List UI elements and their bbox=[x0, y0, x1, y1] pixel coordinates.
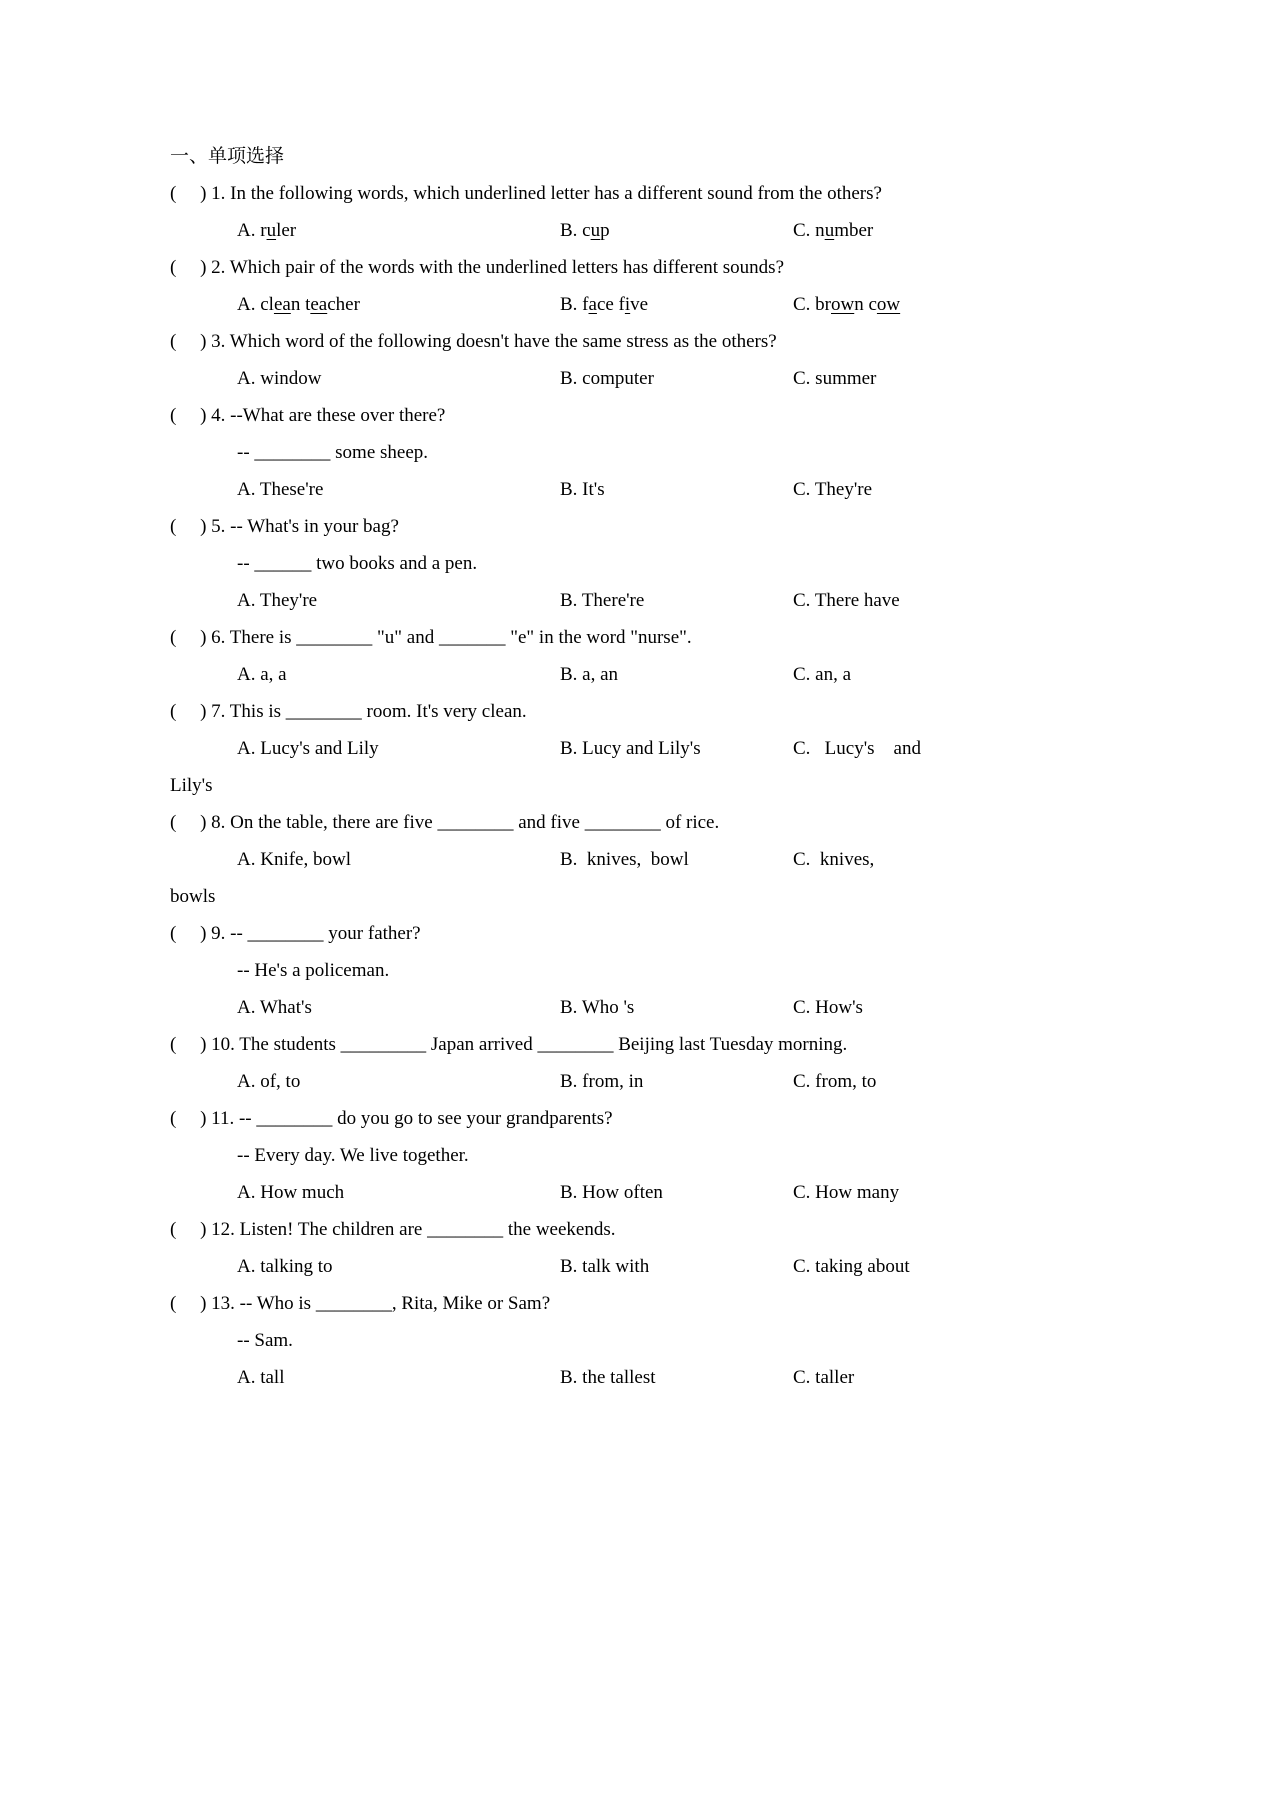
question-7-option-a: A. Lucy's and Lily bbox=[237, 738, 379, 759]
question-4-stem: ( ) 4. --What are these over there? bbox=[170, 405, 446, 426]
question-8-options bbox=[170, 841, 1130, 878]
question-12-stem: ( ) 12. Listen! The children are ________ the weekends. bbox=[170, 1219, 616, 1240]
question-8-stem: ( ) 8. On the table, there are five ________ and five ________ of rice. bbox=[170, 812, 720, 833]
question-1-option-c: C. number bbox=[793, 220, 874, 241]
question-11-options bbox=[170, 1174, 1130, 1211]
question-5-reply: -- ______ two books and a pen. bbox=[237, 553, 478, 574]
question-7-options bbox=[170, 730, 1130, 767]
question-12 bbox=[170, 1211, 1130, 1285]
question-1-options bbox=[170, 212, 1130, 249]
question-10 bbox=[170, 1026, 1130, 1100]
question-13-reply: -- Sam. bbox=[237, 1330, 293, 1351]
question-2-option-c: C. brown cow bbox=[793, 294, 901, 315]
question-5-option-c: C. There have bbox=[793, 590, 900, 611]
question-9-option-c: C. How's bbox=[793, 997, 863, 1018]
question-10-option-a: A. of, to bbox=[237, 1071, 301, 1092]
question-10-options bbox=[170, 1063, 1130, 1100]
question-11-reply: -- Every day. We live together. bbox=[237, 1145, 469, 1166]
question-4-option-a: A. These're bbox=[237, 479, 324, 500]
question-6-stem: ( ) 6. There is ________ "u" and _______ "e" in the word "nurse". bbox=[170, 627, 692, 648]
question-7-stem: ( ) 7. This is ________ room. It's very clean. bbox=[170, 701, 527, 722]
question-7-wrap: Lily's bbox=[170, 775, 213, 796]
question-13-options bbox=[170, 1359, 1130, 1396]
question-5-option-a: A. They're bbox=[237, 590, 318, 611]
question-4-option-c: C. They're bbox=[793, 479, 873, 500]
question-1 bbox=[170, 175, 1130, 249]
question-3-stem: ( ) 3. Which word of the following doesn't have the same stress as the others? bbox=[170, 331, 777, 352]
question-12-option-c: C. taking about bbox=[793, 1256, 910, 1277]
question-9-reply: -- He's a policeman. bbox=[237, 960, 390, 981]
question-7 bbox=[170, 693, 1130, 804]
question-10-option-c: C. from, to bbox=[793, 1071, 877, 1092]
question-7-option-c: C. Lucy's and bbox=[793, 738, 921, 759]
question-4-reply: -- ________ some sheep. bbox=[237, 442, 429, 463]
question-2-option-a: A. clean teacher bbox=[237, 294, 360, 315]
question-5-stem: ( ) 5. -- What's in your bag? bbox=[170, 516, 399, 537]
question-11-option-a: A. How much bbox=[237, 1182, 345, 1203]
question-3-option-b: B. computer bbox=[560, 368, 654, 389]
question-3 bbox=[170, 323, 1130, 397]
question-12-options bbox=[170, 1248, 1130, 1285]
question-7-option-b: B. Lucy and Lily's bbox=[560, 738, 701, 759]
question-2-option-b: B. face five bbox=[560, 294, 649, 315]
question-1-option-b: B. cup bbox=[560, 220, 610, 241]
question-6-option-c: C. an, a bbox=[793, 664, 852, 685]
question-12-option-a: A. talking to bbox=[237, 1256, 333, 1277]
question-10-stem: ( ) 10. The students _________ Japan arrived ________ Beijing last Tuesday morning. bbox=[170, 1034, 848, 1055]
question-6-option-a: A. a, a bbox=[237, 664, 287, 685]
question-12-option-b: B. talk with bbox=[560, 1256, 650, 1277]
question-6-options bbox=[170, 656, 1130, 693]
question-5-options bbox=[170, 582, 1130, 619]
question-2-options bbox=[170, 286, 1130, 323]
question-8-option-c: C. knives, bbox=[793, 849, 875, 870]
question-1-stem: ( ) 1. In the following words, which underlined letter has a different sound from the others? bbox=[170, 183, 882, 204]
question-9 bbox=[170, 915, 1130, 1026]
section-title: 一、单项选择 bbox=[170, 146, 285, 167]
question-13-option-c: C. taller bbox=[793, 1367, 855, 1388]
question-9-option-a: A. What's bbox=[237, 997, 312, 1018]
question-11-option-b: B. How often bbox=[560, 1182, 663, 1203]
question-10-option-b: B. from, in bbox=[560, 1071, 644, 1092]
question-3-option-c: C. summer bbox=[793, 368, 877, 389]
question-3-options bbox=[170, 360, 1130, 397]
question-8 bbox=[170, 804, 1130, 915]
question-8-option-a: A. Knife, bowl bbox=[237, 849, 351, 870]
question-4-option-b: B. It's bbox=[560, 479, 605, 500]
question-9-options bbox=[170, 989, 1130, 1026]
question-13 bbox=[170, 1285, 1130, 1396]
question-2-stem: ( ) 2. Which pair of the words with the underlined letters has different sounds? bbox=[170, 257, 785, 278]
question-11-stem: ( ) 11. -- ________ do you go to see your grandparents? bbox=[170, 1108, 613, 1129]
question-6-option-b: B. a, an bbox=[560, 664, 619, 685]
question-13-option-b: B. the tallest bbox=[560, 1367, 656, 1388]
question-6 bbox=[170, 619, 1130, 693]
question-4-options bbox=[170, 471, 1130, 508]
question-5-option-b: B. There're bbox=[560, 590, 645, 611]
question-8-option-b: B. knives, bowl bbox=[560, 849, 689, 870]
question-1-option-a: A. ruler bbox=[237, 220, 297, 241]
question-4 bbox=[170, 397, 1130, 508]
question-13-stem: ( ) 13. -- Who is ________, Rita, Mike or Sam? bbox=[170, 1293, 551, 1314]
question-3-option-a: A. window bbox=[237, 368, 322, 389]
question-5 bbox=[170, 508, 1130, 619]
question-11 bbox=[170, 1100, 1130, 1211]
question-11-option-c: C. How many bbox=[793, 1182, 900, 1203]
question-13-option-a: A. tall bbox=[237, 1367, 285, 1388]
question-8-wrap: bowls bbox=[170, 886, 216, 907]
question-9-option-b: B. Who 's bbox=[560, 997, 635, 1018]
question-9-stem: ( ) 9. -- ________ your father? bbox=[170, 923, 421, 944]
question-2 bbox=[170, 249, 1130, 323]
